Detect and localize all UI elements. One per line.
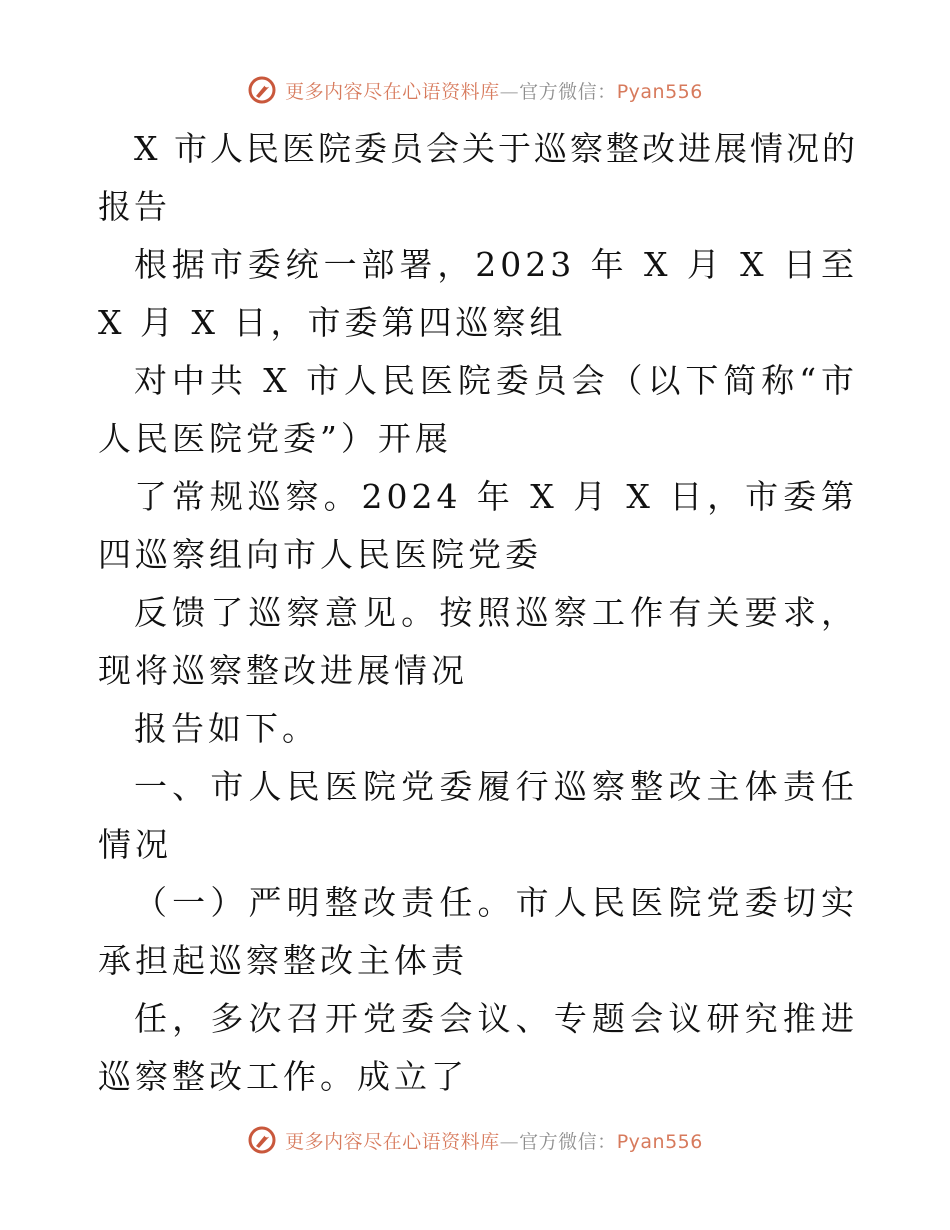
section-heading-1: 一、市人民医院党委履行巡察整改主体责任情况 xyxy=(98,767,858,864)
paragraph-4: 反馈了巡察意见。按照巡察工作有关要求，现将巡察整改进展情况 xyxy=(98,593,858,690)
watermark-text xyxy=(285,1127,703,1154)
paragraph-2: 对中共 X 市人民医院委员会（以下简称“市人民医院党委”）开展 xyxy=(98,361,858,458)
watermark-text xyxy=(285,77,703,104)
watermark-wechat-label: 官方微信： xyxy=(519,80,617,103)
pen-nib-circle-icon xyxy=(247,75,277,105)
paragraph-3: 了常规巡察。2024 年 X 月 X 日，市委第四巡察组向市人民医院党委 xyxy=(98,477,858,574)
watermark-dash: — xyxy=(499,80,520,103)
watermark-dash: — xyxy=(499,1130,520,1153)
paragraph-1: 根据市委统一部署，2023 年 X 月 X 日至 X 月 X 日，市委第四巡察组 xyxy=(98,245,858,342)
watermark-wechat-id: Pyan556 xyxy=(616,80,703,103)
watermark-site-name: 更多内容尽在心语资料库 xyxy=(285,80,500,103)
watermark-wechat-id: Pyan556 xyxy=(616,1130,703,1153)
pen-nib-circle-icon xyxy=(247,1125,277,1155)
header-watermark xyxy=(0,70,950,110)
document-title: X 市人民医院委员会关于巡察整改进展情况的报告 xyxy=(98,129,858,226)
footer-watermark xyxy=(0,1120,950,1160)
paragraph-7: （一）严明整改责任。市人民医院党委切实承担起巡察整改主体责 xyxy=(98,883,858,980)
watermark-wechat-label: 官方微信： xyxy=(519,1130,617,1153)
document-body xyxy=(98,120,858,1106)
watermark-site-name: 更多内容尽在心语资料库 xyxy=(285,1130,500,1153)
paragraph-8: 任，多次召开党委会议、专题会议研究推进巡察整改工作。成立了 xyxy=(98,999,858,1096)
paragraph-5: 报告如下。 xyxy=(134,709,319,748)
